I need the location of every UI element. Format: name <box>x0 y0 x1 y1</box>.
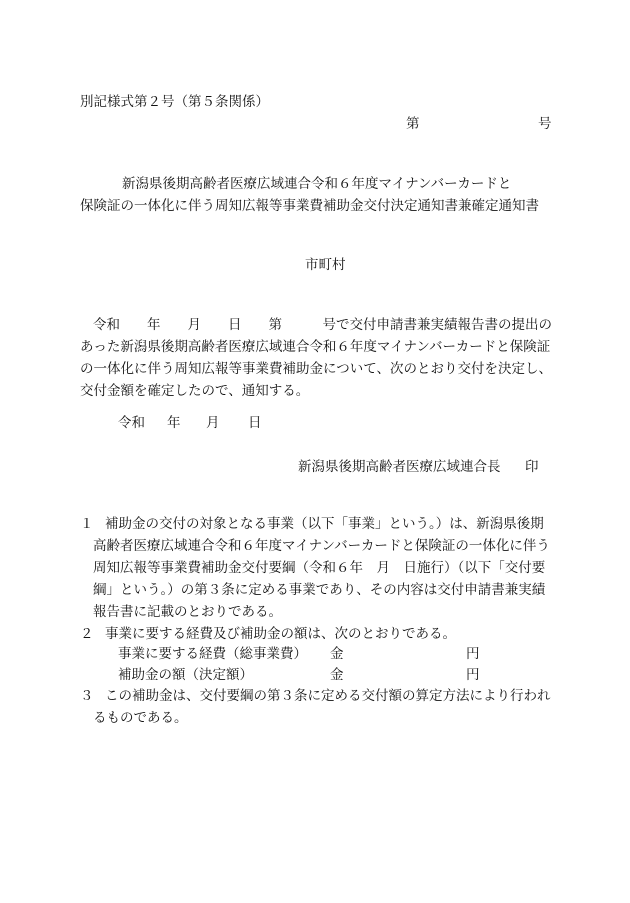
body-line-3: の一体化に伴う周知広報等事業費補助金について、次のとおり交付を決定し、 <box>80 361 552 377</box>
document-title-line-1: 新潟県後期高齢者医療広域連合令和６年度マイナンバーカードと <box>122 176 512 192</box>
item-1-line-1: 補助金の交付の対象となる事業（以下「事業」という。）は、新潟県後期 <box>105 516 544 532</box>
item-1-number: １ <box>80 516 94 532</box>
amount-grant-unit: 円 <box>466 667 480 683</box>
item-1-line-3: 周知広報等事業費補助金交付要綱（令和６年 月 日施行）（以下「交付要 <box>93 560 546 576</box>
amount-total-label: 事業に要する経費（総事業費） <box>118 646 307 662</box>
body-line-4: 交付金額を確定したので、通知する。 <box>80 383 310 399</box>
amount-grant-label: 補助金の額（決定額） <box>118 667 253 683</box>
addressee: 市町村 <box>305 257 346 273</box>
date-year: 年 <box>167 415 181 431</box>
amount-grant-prefix: 金 <box>330 667 344 683</box>
item-3-line-1: この補助金は、交付要綱の第３条に定める交付額の算定方法により行われ <box>105 688 551 704</box>
date-day: 日 <box>248 415 262 431</box>
seal-mark: 印 <box>525 459 539 475</box>
document-number-suffix: 号 <box>538 116 552 132</box>
item-1-line-4: 綱」という。）の第３条に定める事業であり、その内容は交付申請書兼実績 <box>93 582 546 598</box>
amount-total-prefix: 金 <box>330 646 344 662</box>
body-line-1: 令和 年 月 日 第 号で交付申請書兼実績報告書の提出の <box>93 317 552 333</box>
item-3-number: ３ <box>80 688 94 704</box>
date-era: 令和 <box>118 415 145 431</box>
item-2-line-1: 事業に要する経費及び補助金の額は、次のとおりである。 <box>105 626 456 642</box>
sender-name: 新潟県後期高齢者医療広域連合長 <box>298 459 501 475</box>
form-header: 別記様式第２号（第５条関係） <box>80 94 269 110</box>
document-title-line-2: 保険証の一体化に伴う周知広報等事業費補助金交付決定通知書兼確定通知書 <box>80 198 539 214</box>
amount-total-unit: 円 <box>466 646 480 662</box>
item-1-line-5: 報告書に記載のとおりである。 <box>93 604 282 620</box>
item-3-line-2: るものである。 <box>93 710 188 726</box>
body-line-2: あった新潟県後期高齢者医療広域連合令和６年度マイナンバーカードと保険証 <box>80 339 551 355</box>
item-2-number: ２ <box>80 626 94 642</box>
item-1-line-2: 高齢者医療広域連合令和６年度マイナンバーカードと保険証の一体化に伴う <box>93 538 550 554</box>
date-month: 月 <box>206 415 220 431</box>
document-number-prefix: 第 <box>406 116 420 132</box>
